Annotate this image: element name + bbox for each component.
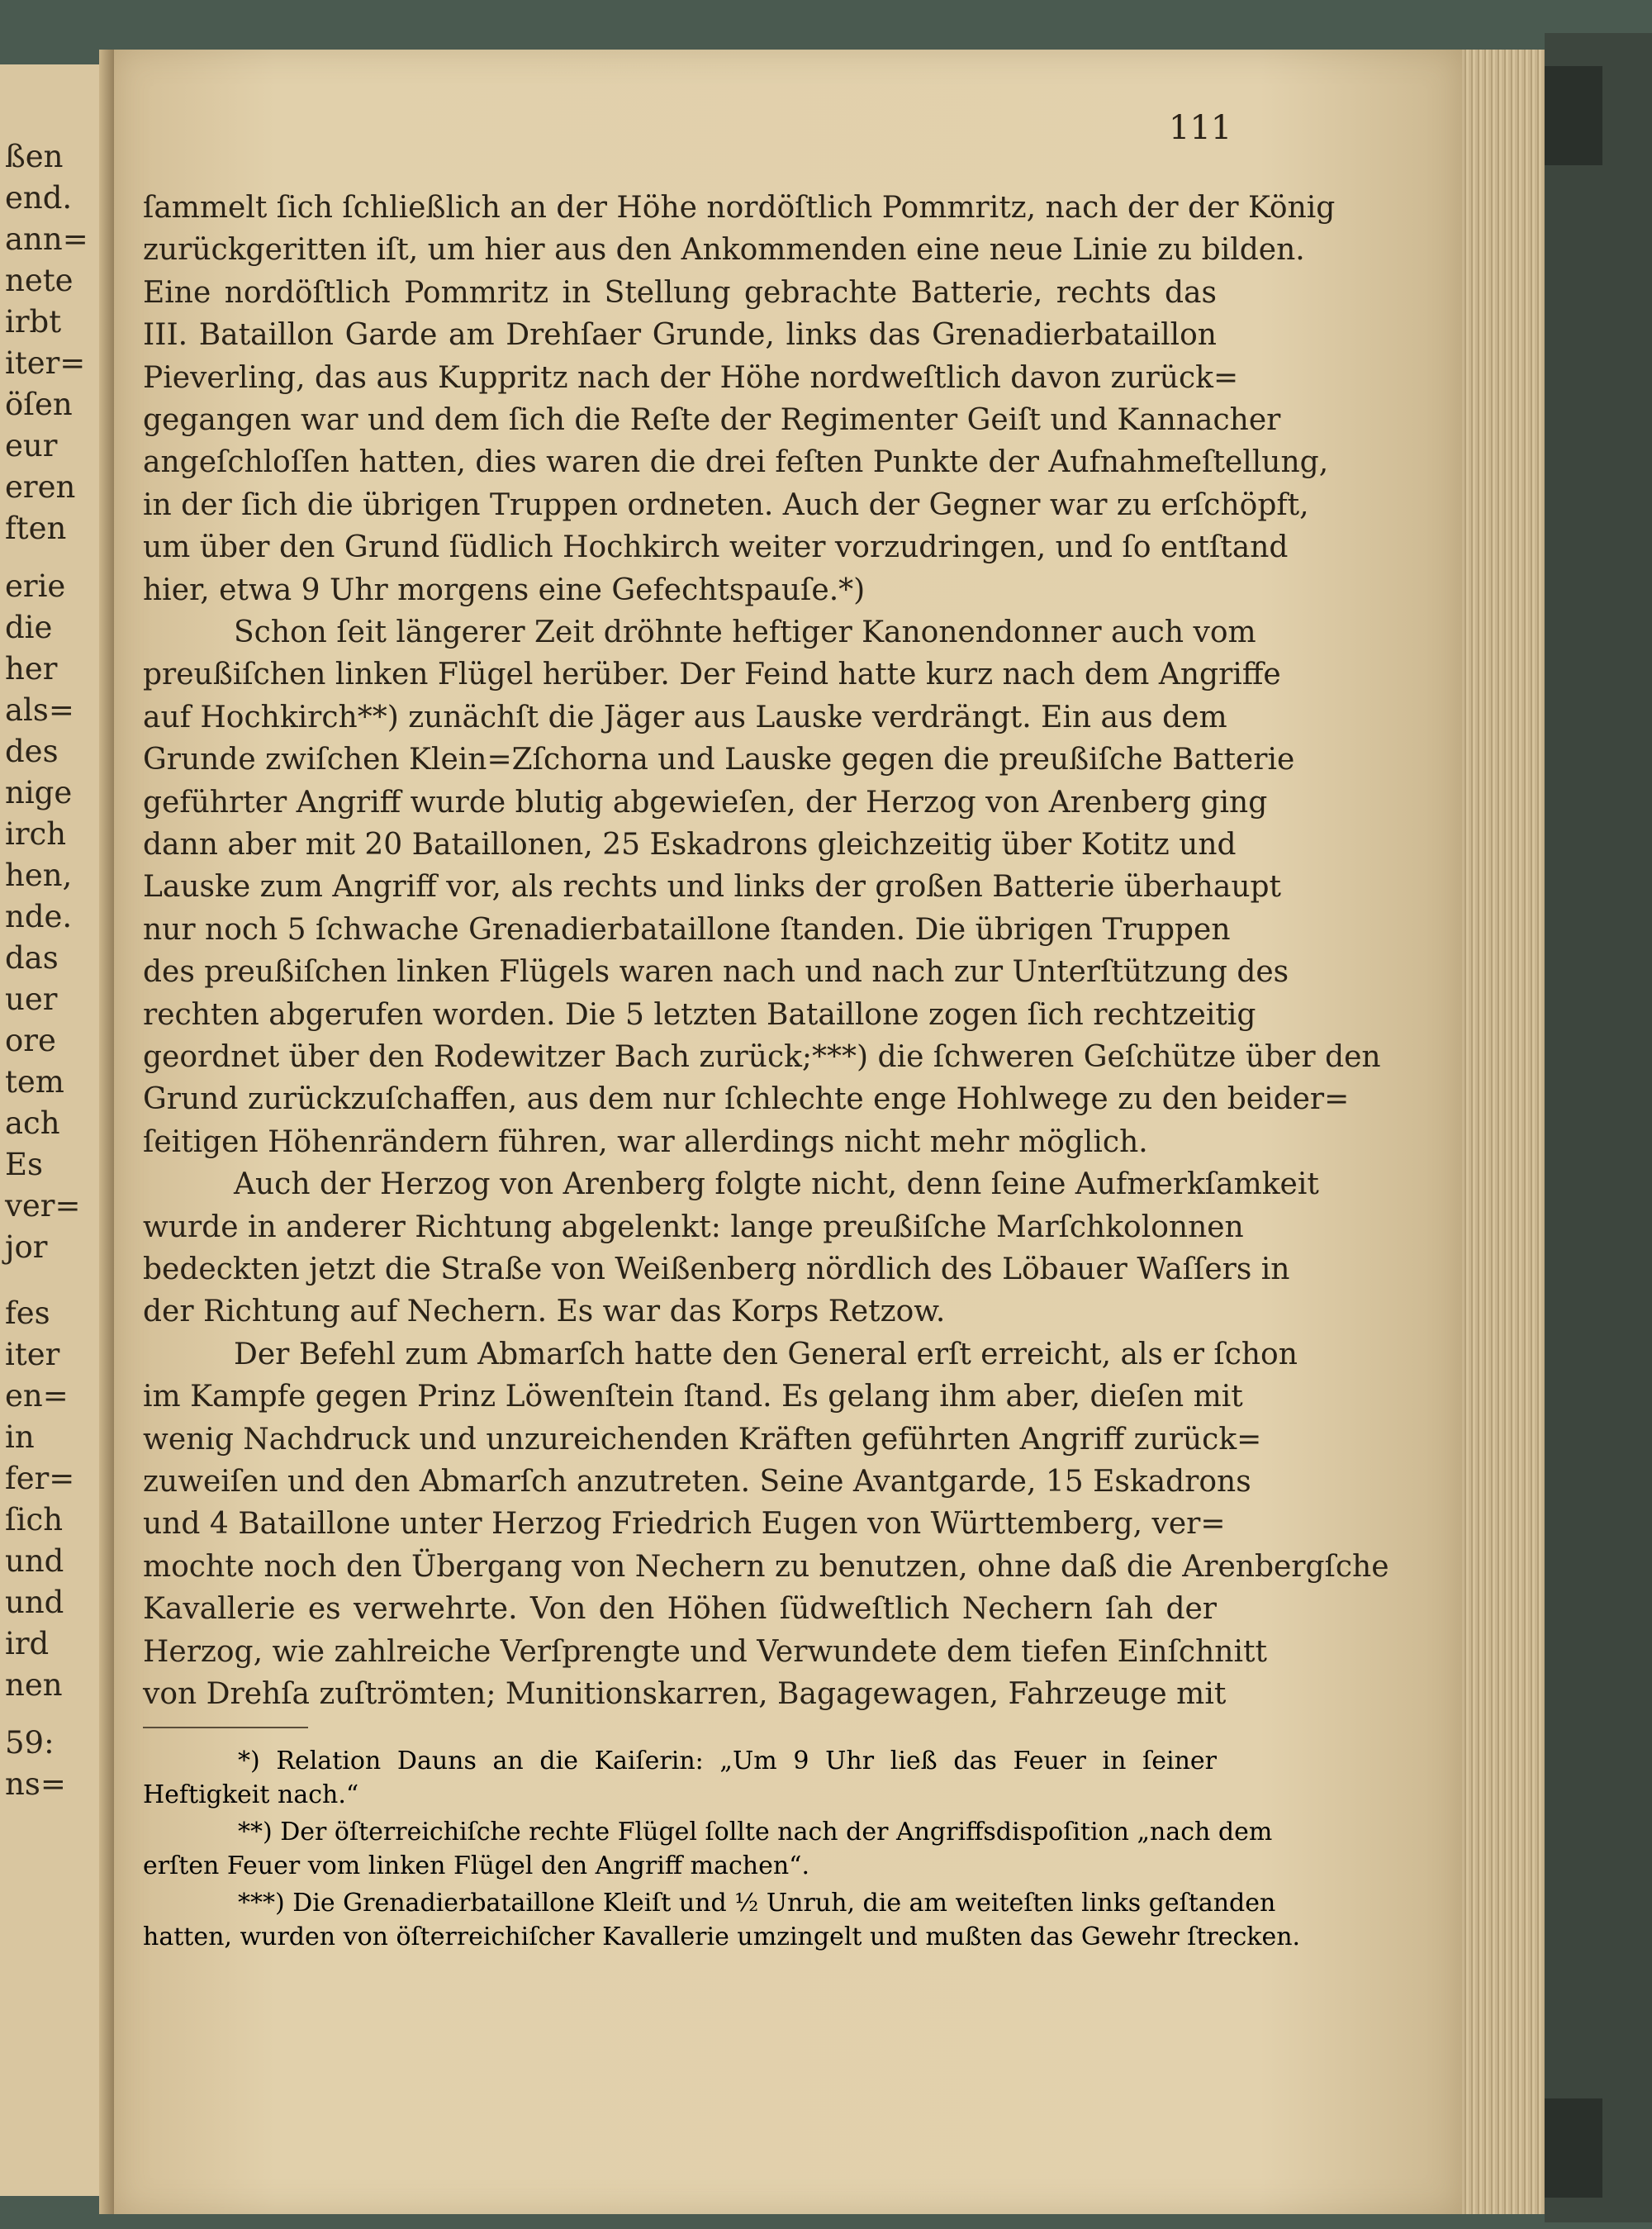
text-line: der Richtung auf Nechern. Es war das Korps Retzow. (143, 1295, 946, 1328)
left-page-fragment: öſen (5, 387, 73, 422)
text-line: mochte noch den Übergang von Nechern zu benutzen, ohne daß die Arenbergſche (143, 1550, 1389, 1584)
text-line: Lauske zum Angriff vor, als rechts und links der großen Batterie überhaupt (143, 870, 1282, 904)
footnote-line: erſten Feuer vom linken Flügel den Angriff machen“. (143, 1851, 810, 1880)
left-page-fragment: hen, (5, 858, 73, 893)
text-line: Grunde zwiſchen Klein=Zſchorna und Lauske gegen die preußiſche Batterie (143, 743, 1295, 777)
text-line: um über den Grund ſüdlich Hochkirch weiter vorzudringen, und ſo entſtand (143, 530, 1289, 564)
footnote-line: **) Der öſterreichiſche rechte Flügel ſollte nach der Angriffsdispoſition „nach dem (238, 1818, 1273, 1846)
text-line: hier, etwa 9 Uhr morgens eine Gefechtspauſe.*) (143, 573, 866, 607)
left-page-fragment: irbt (5, 304, 62, 340)
text-line: in der ſich die übrigen Truppen ordneten. Auch der Gegner war zu erſchöpft, (143, 488, 1309, 522)
left-page-fragment: en= (5, 1378, 69, 1414)
left-page-fragment: 59: (5, 1725, 55, 1761)
text-line: bedeckten jetzt die Straße von Weißenberg nördlich des Löbauer Waſſers in (143, 1252, 1290, 1286)
left-page-fragment: das (5, 940, 59, 976)
left-page-fragment: Es (5, 1147, 43, 1182)
left-page-fragment: nige (5, 775, 73, 810)
footnote-line: *) Relation Dauns an die Kaiſerin: „Um 9 Uhr ließ das Feuer in ſeiner (238, 1747, 1217, 1775)
text-line: wurde in anderer Richtung abgelenkt: lange preußiſche Marſchkolonnen (143, 1210, 1244, 1244)
text-line: und 4 Bataillone unter Herzog Friedrich Eugen von Württemberg, ver= (143, 1507, 1226, 1541)
text-line: Der Befehl zum Abmarſch hatte den General erſt erreicht, als er ſchon (234, 1338, 1298, 1371)
text-line: gegangen war und dem ſich die Reſte der Regimenter Geiſt und Kannacher (143, 403, 1281, 437)
left-page-fragment: eur (5, 428, 58, 463)
text-line: nur noch 5 ſchwache Grenadierbataillone ſtanden. Die übrigen Truppen (143, 913, 1231, 947)
text-line: preußiſchen linken Flügel herüber. Der Feind hatte kurz nach dem Angriffe (143, 658, 1281, 692)
left-page-fragment: erie (5, 568, 66, 604)
text-line: ſeitigen Höhenrändern führen, war allerdings nicht mehr möglich. (143, 1125, 1148, 1159)
text-line: des preußiſchen linken Flügels waren nach und nach zur Unterſtützung des (143, 955, 1289, 989)
left-page-fragment: fes (5, 1295, 50, 1331)
text-line: Kavallerie es verwehrte. Von den Höhen ſüdweſtlich Nechern ſah der (143, 1592, 1217, 1626)
text-line: Schon ſeit längerer Zeit dröhnte heftiger Kanonendonner auch vom (234, 615, 1256, 649)
text-line: dann aber mit 20 Bataillonen, 25 Eskadrons gleichzeitig über Kotitz und (143, 828, 1237, 862)
text-line: III. Bataillon Garde am Drehſaer Grunde, links das Grenadierbataillon (143, 318, 1217, 352)
left-page-fragment: ird (5, 1626, 50, 1661)
footnote-line: Heftigkeit nach.“ (143, 1780, 359, 1809)
text-line: zuweiſen und den Abmarſch anzutreten. Seine Avantgarde, 15 Eskadrons (143, 1465, 1251, 1499)
left-page-fragment: uer (5, 981, 58, 1017)
left-page-fragment: nen (5, 1667, 63, 1703)
left-page-fragment: und (5, 1543, 64, 1579)
text-line: rechten abgerufen worden. Die 5 letzten Bataillone zogen ſich rechtzeitig (143, 998, 1256, 1032)
cover-corner-top (1545, 66, 1602, 165)
left-page-fragment: in (5, 1419, 35, 1455)
left-page-fragment: tem (5, 1064, 64, 1100)
left-page-fragment: ore (5, 1023, 56, 1058)
text-line: geordnet über den Rodewitzer Bach zurück;***) die ſchweren Geſchütze über den (143, 1040, 1381, 1074)
text-line: Eine nordöſtlich Pommritz in Stellung gebrachte Batterie, rechts das (143, 276, 1217, 310)
footnote-line: hatten, wurden von öſterreichiſcher Kavallerie umzingelt und mußten das Gewehr ſtrecken. (143, 1922, 1301, 1951)
left-page-edge (0, 64, 114, 2196)
text-line: zurückgeritten iſt, um hier aus den Ankommenden eine neue Linie zu bilden. (143, 233, 1305, 267)
left-page-fragment: iter= (5, 345, 86, 381)
left-page-fragment: nde. (5, 899, 73, 934)
left-page-fragment: eren (5, 469, 76, 505)
left-page-fragment: als= (5, 692, 74, 728)
left-page-fragment: und (5, 1585, 64, 1620)
left-page-fragment: jor (5, 1229, 48, 1265)
text-line: von Drehſa zuſtrömten; Munitionskarren, Bagagewagen, Fahrzeuge mit (143, 1677, 1227, 1711)
text-line: angeſchloſſen hatten, dies waren die drei feſten Punkte der Aufnahmeſtellung, (143, 445, 1329, 479)
text-line: Grund zurückzuſchaffen, aus dem nur ſchlechte enge Hohlwege zu den beider= (143, 1082, 1350, 1116)
left-page-fragment: ach (5, 1105, 60, 1141)
left-page-fragment: ns= (5, 1766, 66, 1802)
left-page-fragment: ſich (5, 1502, 64, 1537)
left-page-fragment: ann= (5, 221, 88, 257)
left-page-fragment: die (5, 610, 53, 645)
text-line: im Kampfe gegen Prinz Löwenſtein ſtand. Es gelang ihm aber, dieſen mit (143, 1380, 1243, 1414)
text-line: geführter Angriff wurde blutig abgewieſen, der Herzog von Arenberg ging (143, 786, 1268, 820)
footnote-line: ***) Die Grenadierbataillone Kleiſt und ½ Unruh, die am weiteſten links geſtanden (238, 1889, 1276, 1918)
text-line: ſammelt ſich ſchließlich an der Höhe nordöſtlich Pommritz, nach der der König (143, 191, 1336, 225)
left-page-fragment: irch (5, 816, 67, 852)
left-page-fragment: fer= (5, 1461, 75, 1496)
page-number: 111 (1169, 109, 1232, 147)
left-page-fragment: nete (5, 263, 74, 298)
left-page-fragment: ften (5, 511, 67, 546)
text-line: auf Hochkirch**) zunächſt die Jäger aus Lauske verdrängt. Ein aus dem (143, 701, 1227, 734)
text-line: Auch der Herzog von Arenberg folgte nicht, denn ſeine Aufmerkſamkeit (234, 1167, 1319, 1201)
text-line: Pieverling, das aus Kuppritz nach der Höhe nordweſtlich davon zurück= (143, 361, 1239, 395)
book-cover (1545, 33, 1652, 2222)
left-page-fragment: ßen (5, 139, 64, 174)
cover-corner-bottom (1545, 2098, 1602, 2198)
page-edges (1462, 50, 1553, 2214)
left-page-fragment: her (5, 651, 58, 687)
text-line: Herzog, wie zahlreiche Verſprengte und Verwundete dem tiefen Einſchnitt (143, 1635, 1267, 1669)
left-page-fragment: des (5, 734, 59, 769)
footnote-separator (143, 1727, 308, 1728)
left-page-fragment: iter (5, 1337, 60, 1372)
left-page-fragment: ver= (5, 1188, 81, 1224)
left-page-fragment: end. (5, 180, 73, 216)
text-line: wenig Nachdruck und unzureichenden Kräften geführten Angriff zurück= (143, 1423, 1262, 1457)
